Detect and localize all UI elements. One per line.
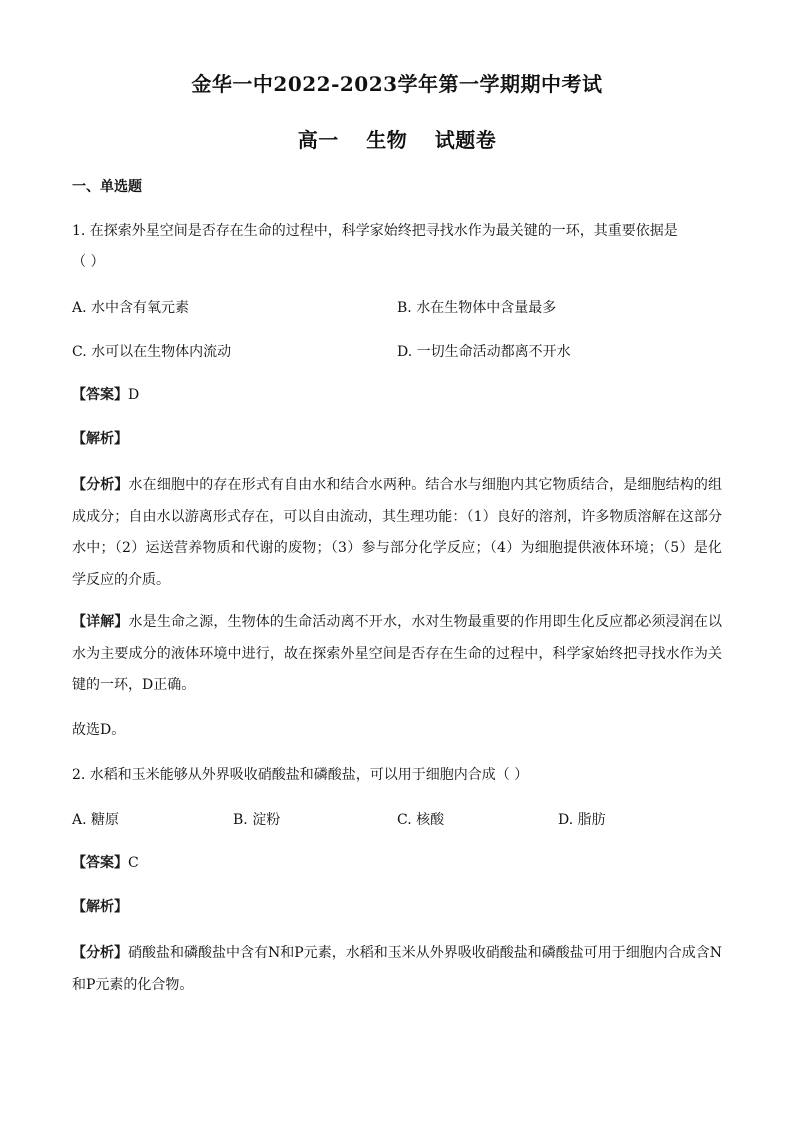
q2-answer-value: C — [128, 855, 139, 871]
q2-analysis-heading — [72, 897, 128, 917]
subtitle-paper: 试题卷 — [434, 128, 497, 152]
q2-answer — [72, 853, 139, 873]
q2-option-a[interactable]: A. 糖原 — [72, 812, 120, 828]
q1-analysis-heading — [72, 429, 128, 449]
q1-answer-tag: 【答案】 — [72, 387, 128, 403]
q2-option-b[interactable]: B. 淀粉 — [233, 812, 281, 828]
exam-title: 金华一中2022-2023学年第一学期期中考试 — [191, 72, 603, 96]
q2-fenxi-tag: 【分析】 — [72, 945, 129, 961]
q2-stem: 2. 水稻和玉米能够从外界吸收硝酸盐和磷酸盐，可以用于细胞内合成（ ） — [72, 767, 529, 783]
q1-xiangjie-text: 水是生命之源，生物体的生命活动离不开水，水对生物最重要的作用即生化反应都必须浸润在以水为主要成分的液体环境中进行，故在探索外星空间是否存在生命的过程中，科学家始终把寻找水作为关键的一环，D正确。 — [72, 614, 723, 693]
q1-answer-value: D — [128, 387, 140, 403]
q2-fenxi-text: 硝酸盐和磷酸盐中含有N和P元素，水稻和玉米从外界吸收硝酸盐和磷酸盐可用于细胞内合成含N和P元素的化合物。 — [72, 945, 723, 993]
q1-xiangjie — [72, 607, 722, 702]
q1-xiangjie-tag: 【详解】 — [72, 614, 129, 630]
q1-option-c[interactable]: C. 水可以在生物体内流动 — [72, 344, 232, 360]
q2-answer-tag: 【答案】 — [72, 855, 128, 871]
subtitle-subject: 生物 — [366, 128, 408, 152]
q2-analysis-tag: 【解析】 — [72, 899, 128, 915]
section-heading: 一、单选题 — [72, 179, 142, 195]
q1-option-row-1 — [72, 297, 722, 317]
subtitle-grade: 高一 — [297, 128, 339, 152]
q2-option-d[interactable]: D. 脂肪 — [558, 812, 606, 828]
q1-stem-line2: （ ） — [72, 254, 105, 270]
q2-fenxi — [72, 938, 722, 1001]
q1-option-a[interactable]: A. 水中含有氧元素 — [72, 300, 190, 316]
q1-option-b[interactable]: B. 水在生物体中含量最多 — [397, 300, 557, 316]
q2-option-c[interactable]: C. 核酸 — [397, 812, 445, 828]
q1-fenxi-tag: 【分析】 — [72, 477, 129, 493]
q1-stem-line1: 1. 在探索外星空间是否存在生命的过程中，科学家始终把寻找水作为最关键的一环，其重要依据是 — [72, 223, 678, 239]
q1-conclusion: 故选D。 — [72, 722, 126, 738]
exam-subtitle — [0, 124, 794, 153]
q1-option-d[interactable]: D. 一切生命活动都离不开水 — [397, 344, 571, 360]
q1-analysis-tag: 【解析】 — [72, 431, 128, 447]
q2-option-row — [72, 809, 722, 829]
q1-fenxi — [72, 470, 722, 596]
q1-option-row-2 — [72, 341, 722, 361]
q1-fenxi-text: 水在细胞中的存在形式有自由水和结合水两种。结合水与细胞内其它物质结合，是细胞结构的组成成分；自由水以游离形式存在，可以自由流动，其生理功能：（1）良好的溶剂，许多物质溶解在这部分水中；（2）运送营养物质和代谢的废物；（3）参与部分化学反应；（4）为细胞提供液体环境；（5）是化学反应的介质。 — [72, 477, 723, 588]
q1-answer — [72, 385, 139, 405]
